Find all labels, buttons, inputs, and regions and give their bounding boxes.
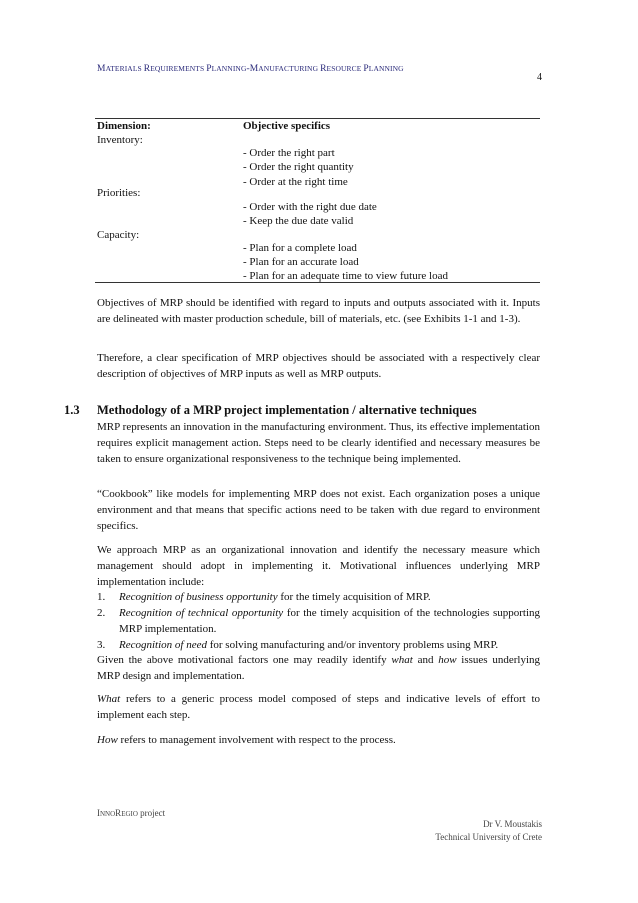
table-header-objective: Objective specifics	[243, 120, 331, 132]
table-item: - Order with the right due date	[243, 201, 377, 213]
page-number: 4	[537, 72, 542, 83]
running-header-title	[97, 64, 404, 74]
table-item: - Keep the due date valid	[243, 215, 354, 227]
header-title-part: -M	[246, 64, 259, 74]
motivation-list	[97, 589, 540, 653]
header-title-part: M	[97, 64, 106, 74]
table-item: - Order at the right time	[243, 176, 348, 188]
paragraph: What refers to a generic process model composed of steps and indicative levels of effort to implement each step.	[97, 693, 540, 721]
section-title: Methodology of a MRP project implementation / alternative techniques	[97, 403, 477, 417]
table-item: - Plan for a complete load	[243, 242, 357, 254]
list-item: 1. Recognition of business opportunity for the timely acquisition of MRP.	[97, 591, 431, 603]
paragraph: “Cookbook” like models for implementing MRP does not exist. Each organization poses a unique environment and that means that specific actions need to be taken with due regard to environment specifics.	[97, 488, 540, 532]
table-label-inventory: Inventory:	[97, 134, 143, 146]
paragraph: We approach MRP as an organizational innovation and identify the necessary measure which management should adopt in implementing it. Motivational influences underlying MRP implementation include:	[97, 544, 540, 588]
header-title-part: P	[206, 64, 212, 74]
paragraph: How refers to management involvement with respect to the process.	[97, 734, 396, 746]
table-header-dimension: Dimension:	[97, 120, 151, 132]
header-title-part: ANUFACTURING	[258, 64, 321, 73]
footer-author: Dr V. Moustakis	[483, 819, 542, 829]
section-number: 1.3	[64, 403, 80, 417]
paragraph: MRP represents an innovation in the manufacturing environment. Thus, its effective implementation requires explicit management action. Steps need to be clearly identified and necessary measures be taken to ensure organizational responsiveness to the technique being implemented.	[97, 421, 540, 465]
header-title-part: ESOURCE	[326, 64, 364, 73]
footer-project: INNOREGIO project	[97, 808, 166, 818]
table-item: - Order the right part	[243, 147, 335, 159]
footer-author-block	[435, 818, 542, 844]
table-top-rule	[95, 118, 540, 119]
header-title-part: EQUIREMENTS	[150, 64, 207, 73]
table-label-capacity: Capacity:	[97, 229, 140, 241]
header-title-part: P	[363, 64, 369, 74]
table-item: - Plan for an accurate load	[243, 256, 359, 268]
table-item: - Plan for an adequate time to view future load	[243, 270, 448, 282]
header-title-part: LANNING	[368, 64, 404, 73]
list-item: 3. Recognition of need for solving manufacturing and/or inventory problems using MRP.	[97, 639, 499, 651]
header-title-part: R	[143, 64, 151, 74]
list-item: 2. Recognition of technical opportunity for the timely acquisition of the technologies supporting MRP implementation.	[97, 607, 540, 635]
header-title-part: R	[320, 64, 327, 74]
footer-institution: Technical University of Crete	[435, 832, 542, 842]
table-bottom-rule	[95, 282, 540, 283]
paragraph: Therefore, a clear specification of MRP objectives should be associated with a respectively clear description of objectives of MRP inputs as well as MRP outputs.	[97, 352, 540, 380]
header-title-part: LANNING	[211, 64, 247, 73]
paragraph: Given the above motivational factors one may readily identify what and how issues underlying MRP design and implementation.	[97, 654, 540, 682]
table-item: - Order the right quantity	[243, 161, 354, 173]
table-label-priorities: Priorities:	[97, 187, 141, 199]
paragraph: Objectives of MRP should be identified with regard to inputs and outputs associated with it. Inputs are delineated with master production schedule, bill of materials, etc. (see Exhibits 1-1 and 1-3).	[97, 297, 540, 325]
header-title-part: ATERIALS	[105, 64, 144, 73]
